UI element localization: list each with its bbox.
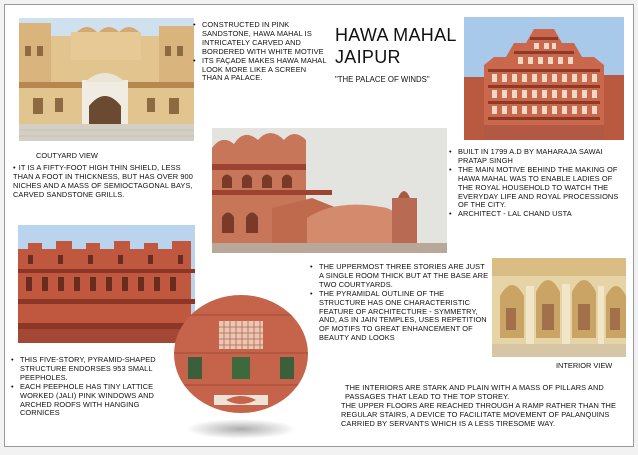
bullet-item: • ITS FAÇADE MAKES HAWA MAHAL LOOK MORE LIKE A SCREEN THAN A PALACE.	[202, 57, 328, 84]
text-block-peepholes	[9, 356, 175, 418]
bullet-item: • EACH PEEPHOLE HAS TINY LATTICE WORKED (JALI) PINK WINDOWS AND ARCHED ROOFS WITH HANGING CORNICES	[20, 383, 175, 419]
text-block-interiors	[341, 384, 633, 429]
bullet-item: • THIS FIVE-STORY, PYRAMID-SHAPED STRUCTURE ENDORSES 953 SMALL PEEPHOLES.	[20, 356, 175, 383]
arches-photo	[18, 225, 195, 343]
bullet-item: • ARCHITECT - LAL CHAND USTA	[458, 210, 627, 219]
document-page	[4, 4, 634, 447]
bullet-marker: •	[13, 163, 16, 172]
page-title: HAWA MAHAL	[335, 25, 457, 45]
interior-photo	[492, 258, 626, 357]
text-block-structure	[308, 263, 491, 343]
text-block-history	[447, 148, 627, 219]
interior-illustration	[492, 258, 626, 357]
bullet-item: • THE UPPERMOST THREE STORIES ARE JUST A SINGLE ROOM THICK BUT AT THE BASE ARE TWO COURTYARDS.	[319, 263, 491, 290]
interiors-paragraph-2: THE UPPER FLOORS ARE REACHED THROUGH A RAMP RATHER THAN THE REGULAR STAIRS, A DEVICE TO FACILITATE MOVEMENT OF PALANQUINS CARRIED BY SERVANTS WHICH IS A LESS TIRESOME WAY.	[341, 400, 617, 428]
courtyard-caption: COUTYARD VIEW	[36, 151, 98, 160]
bullet-item: • THE PYRAMIDAL OUTLINE OF THE STRUCTURE HAS ONE CHARACTERISTIC FEATURE OF ARCHITECTURE - SYMMETRY, AND, AS IN JAIN TEMPLES, USES REPETITION OF MOTIFS TO GREAT ENHANCEMENT OF BEAUTY AND LOOKS	[319, 290, 491, 343]
interiors-paragraph-1: THE INTERIORS ARE STARK AND PLAIN WITH A MASS OF PILLARS AND PASSAGES THAT LEAD TO THE TOP STOREY.	[345, 383, 604, 401]
courtyard-photo	[19, 18, 194, 141]
title-block	[335, 24, 471, 84]
shield-paragraph	[13, 164, 195, 200]
center-illustration	[212, 128, 447, 253]
page-subtitle: "THE PALACE OF WINDS"	[335, 75, 430, 84]
page-title-city: JAIPUR	[335, 47, 401, 67]
jali-window-photo	[174, 295, 308, 413]
arches-illustration	[18, 225, 195, 343]
facade-illustration	[464, 17, 624, 140]
text-block-shield	[13, 164, 195, 200]
bullet-item: IT IS A FIFTY-FOOT HIGH THIN SHIELD, LESS THAN A FOOT IN THICKNESS, BUT HAS OVER 900 NICHES AND A MASS OF SEMIOCTAGONAL BAYS, CARVED SANDSTONE GRILLS.	[13, 163, 193, 199]
jali-illustration	[174, 295, 308, 413]
interior-caption: INTERIOR VIEW	[556, 361, 613, 370]
courtyard-illustration	[19, 18, 194, 141]
bullet-item: • CONSTRUCTED IN PINK SANDSTONE, HAWA MAHAL IS INTRICATELY CARVED AND BORDERED WITH WHITE MOTIVE	[202, 21, 328, 57]
bullet-item: • THE MAIN MOTIVE BEHIND THE MAKING OF HAWA MAHAL WAS TO ENABLE LADIES OF THE ROYAL HOUSEHOLD TO WATCH THE EVERYDAY LIFE AND ROYAL PROCESSIONS OF THE CITY.	[458, 166, 627, 211]
center-photo	[212, 128, 447, 253]
facade-photo	[464, 17, 624, 140]
text-block-construction	[191, 21, 328, 83]
photo-shadow	[185, 419, 297, 439]
bullet-item: • BUILT IN 1799 A.D BY MAHARAJA SAWAI PRATAP SINGH	[458, 148, 627, 166]
